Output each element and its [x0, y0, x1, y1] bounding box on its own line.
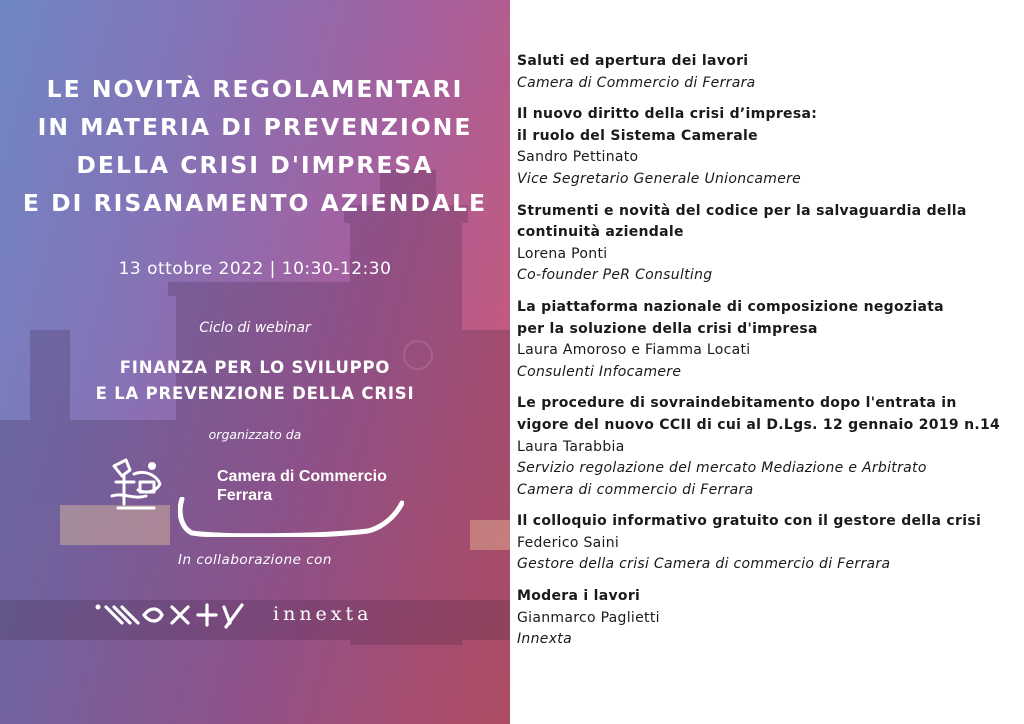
- collaboration-label: In collaborazione con: [178, 552, 332, 568]
- chamber-emblem-icon: [104, 452, 168, 516]
- agenda-item-speaker: Federico Saini: [517, 534, 620, 551]
- agenda-item-speaker: Laura Amoroso e Fiamma Locati: [517, 342, 751, 359]
- event-title-line: IN MATERIA DI PREVENZIONE: [37, 113, 473, 141]
- event-title: [14, 70, 496, 222]
- chamber-name-line: Ferrara: [217, 487, 273, 504]
- event-title-line: E DI RISANAMENTO AZIENDALE: [22, 189, 488, 217]
- agenda-item-speaker: Sandro Pettinato: [517, 149, 639, 166]
- agenda-item-speaker: Lorena Ponti: [517, 245, 608, 262]
- agenda-item-title: Il nuovo diritto della crisi d’impresa:: [517, 106, 818, 123]
- event-title-line: LE NOVITÀ REGOLAMENTARI: [46, 75, 464, 103]
- agenda: [517, 51, 1017, 661]
- agenda-item-affiliation: Camera di Commercio di Ferrara: [517, 74, 756, 91]
- agenda-item: [517, 586, 1017, 651]
- event-date: 13 ottobre 2022 | 10:30-12:30: [118, 259, 392, 279]
- agenda-item-title: vigore del nuovo CCII di cui al D.Lgs. 12 gennaio 2019 n.14: [517, 416, 1001, 433]
- innexta-logo-icon: [92, 597, 258, 631]
- agenda-item-affiliation: Co-founder PeR Consulting: [517, 267, 713, 284]
- agenda-item-affiliation: Consulenti Infocamere: [517, 363, 682, 380]
- chamber-boat-logo: [178, 497, 404, 537]
- series-title-line: E LA PREVENZIONE DELLA CRISI: [95, 384, 415, 403]
- chamber-name-line: Camera di Commercio: [217, 468, 387, 485]
- hero-content: [0, 0, 510, 724]
- event-title-line: DELLA CRISI D'IMPRESA: [76, 151, 434, 179]
- hero-panel: [0, 0, 510, 724]
- agenda-item-title: il ruolo del Sistema Camerale: [517, 127, 758, 144]
- agenda-item-affiliation: Gestore della crisi Camera di commercio di Ferrara: [517, 556, 891, 573]
- agenda-item-speaker: Gianmarco Paglietti: [517, 609, 660, 626]
- agenda-item-title: Saluti ed apertura dei lavori: [517, 53, 749, 69]
- agenda-item: [517, 201, 1017, 287]
- agenda-item-affiliation: Servizio regolazione del mercato Mediazione e Arbitrato: [517, 460, 927, 477]
- agenda-item-speaker: Laura Tarabbia: [517, 438, 625, 455]
- agenda-item: [517, 51, 1017, 94]
- agenda-item-title: Le procedure di sovraindebitamento dopo l'entrata in: [517, 395, 957, 412]
- partner-name: innexta: [273, 603, 373, 625]
- series-title: [0, 355, 510, 407]
- agenda-item: [517, 393, 1017, 501]
- agenda-item-affiliation: Camera di commercio di Ferrara: [517, 481, 754, 498]
- agenda-item-title: La piattaforma nazionale di composizione negoziata: [517, 298, 944, 315]
- agenda-item-title: Strumenti e novità del codice per la salvaguardia della: [517, 202, 967, 219]
- agenda-item-title: continuità aziendale: [517, 224, 684, 241]
- agenda-item-title: Modera i lavori: [517, 588, 641, 605]
- agenda-item: [517, 297, 1017, 383]
- agenda-item-affiliation: Innexta: [517, 631, 572, 648]
- agenda-item-title: Il colloquio informativo gratuito con il gestore della crisi: [517, 513, 982, 530]
- agenda-item: [517, 104, 1017, 190]
- cycle-label: Ciclo di webinar: [199, 320, 311, 336]
- series-title-line: FINANZA PER LO SVILUPPO: [119, 358, 391, 377]
- organized-by-label: organizzato da: [208, 427, 302, 442]
- agenda-item: [517, 511, 1017, 576]
- agenda-item-title: per la soluzione della crisi d'impresa: [517, 320, 818, 337]
- agenda-item-affiliation: Vice Segretario Generale Unioncamere: [517, 170, 802, 187]
